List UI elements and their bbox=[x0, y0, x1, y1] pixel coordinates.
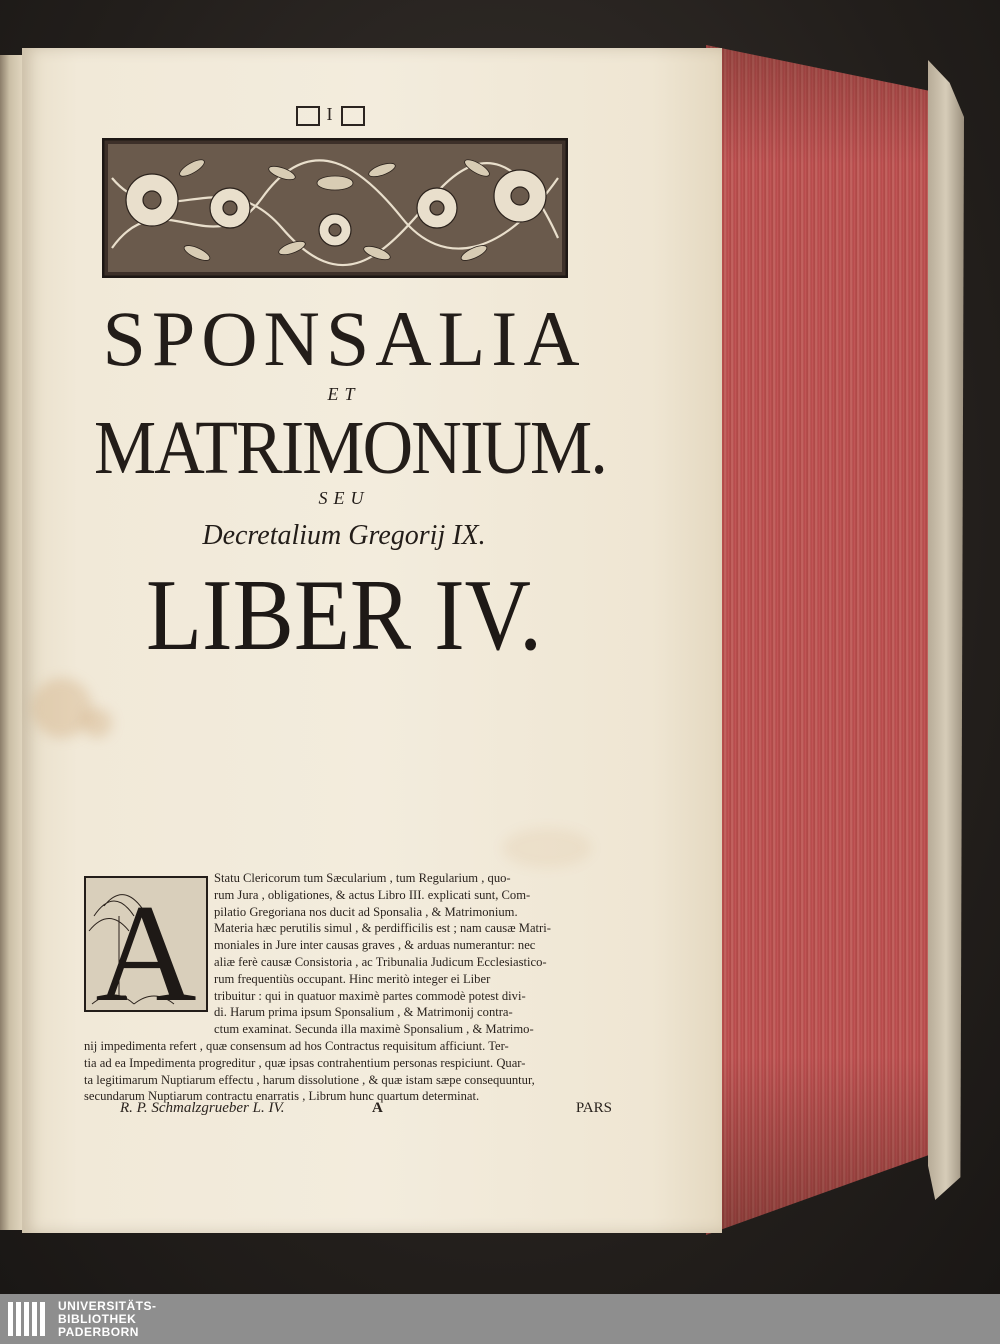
library-name-line: BIBLIOTHEK bbox=[58, 1312, 137, 1326]
folio-number: I bbox=[326, 104, 335, 124]
text-line: pilatio Gregoriana nos ducit ad Sponsalia , & Matrimonium. bbox=[214, 904, 518, 919]
library-name-line: UNIVERSITÄTS- bbox=[58, 1299, 157, 1313]
title-liber-iv: LIBER IV. bbox=[145, 559, 543, 672]
book-cover-edge bbox=[928, 60, 964, 1200]
page-stain bbox=[82, 708, 112, 738]
ornament-icon bbox=[341, 106, 365, 126]
text-line: ctum examinat. Secunda illa maximè Sponsalium , & Matrimo- bbox=[214, 1022, 534, 1037]
text-line: rum frequentiùs occupant. Hinc meritò integer ei Liber bbox=[214, 971, 491, 986]
library-logo-icon bbox=[6, 1298, 48, 1340]
title-seu: SEU bbox=[318, 488, 370, 508]
ornament-icon bbox=[296, 106, 320, 126]
text-line: Statu Clericorum tum Sæcularium , tum Regularium , quo- bbox=[214, 871, 511, 885]
page-stain bbox=[502, 828, 592, 868]
text-line: secundarum Nuptiarum contractu enarratis , Librum hunc quartum determinat. bbox=[84, 1089, 480, 1104]
body-text bbox=[84, 870, 608, 1105]
title-et: ET bbox=[327, 384, 361, 404]
page-folio bbox=[296, 104, 365, 126]
text-line: tia ad ea Impedimenta progreditur , quæ ipsas contrahentium personas respiciunt. Quar- bbox=[84, 1055, 526, 1070]
page-footer bbox=[120, 1100, 612, 1120]
red-page-edges bbox=[706, 45, 938, 1235]
library-name bbox=[58, 1300, 157, 1339]
catchword: PARS bbox=[575, 1100, 612, 1116]
footer-signature: R. P. Schmalzgrueber L. IV. bbox=[120, 1100, 285, 1116]
title-sponsalia: SPONSALIA bbox=[102, 295, 586, 382]
signature-mark: A bbox=[372, 1100, 383, 1116]
text-line: aliæ ferè causæ Consistoria , ac Tribunalia Judicum Ecclesiastico- bbox=[214, 954, 547, 969]
text-line: di. Harum prima ipsum Sponsalium , & Matrimonij contra- bbox=[214, 1005, 513, 1020]
title-matrimonium: MATRIMONIUM. bbox=[93, 406, 607, 490]
text-line: nij impedimenta refert , quæ consensum ad hos Contractus requisitum afficiunt. Ter- bbox=[84, 1038, 509, 1053]
text-line: moniales in Jure inter causas graves , & arduas numerantur: nec bbox=[214, 938, 536, 953]
initial-letter: A bbox=[95, 876, 197, 1012]
floral-woodcut-headpiece bbox=[102, 138, 568, 278]
text-line: tribuitur : qui in quatuor maximè partes commodè potest divi- bbox=[214, 988, 526, 1003]
text-line: ta legitimarum Nuptiarum effectu , harum dissolutione , & quæ istam sæpe consequuntur, bbox=[84, 1072, 535, 1087]
text-line: rum Jura , obligationes, & actus Libro III. explicati sunt, Com- bbox=[214, 887, 531, 902]
left-page-edge bbox=[0, 55, 24, 1230]
text-line: Materia hæc perutilis simul , & perdifficilis est ; nam causæ Matri- bbox=[214, 921, 551, 936]
title-decretalium: Decretalium Gregorij IX. bbox=[202, 520, 486, 551]
library-name-line: PADERBORN bbox=[58, 1325, 139, 1339]
